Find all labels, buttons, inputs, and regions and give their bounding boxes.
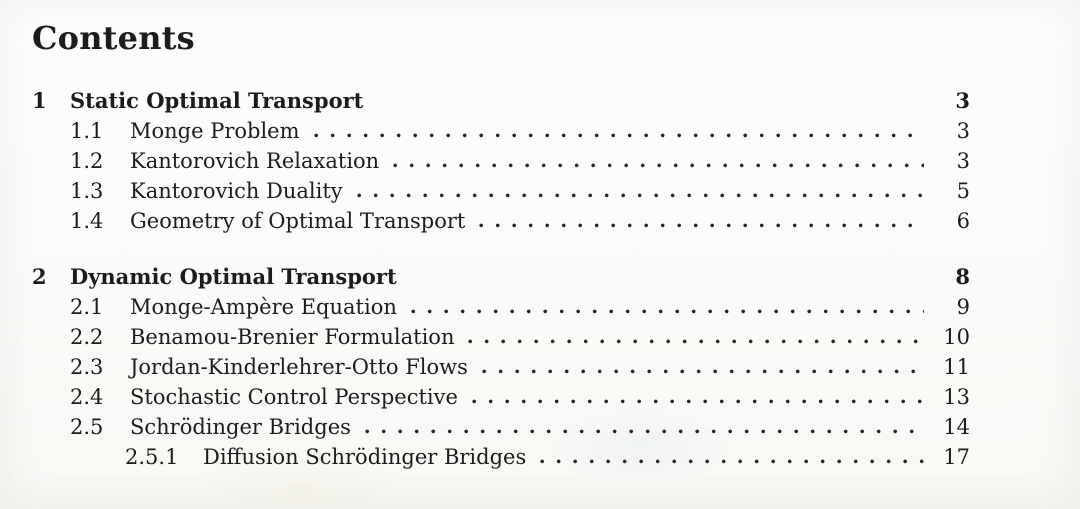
toc-entry-page: 10 (943, 324, 970, 349)
toc-entry-page: 3 (955, 87, 970, 113)
toc-entry-number: 1.4 (70, 208, 104, 233)
dot-leader (540, 459, 924, 464)
table-of-contents (32, 86, 970, 472)
toc-entry-page: 17 (943, 444, 970, 469)
toc-entry-number: 1.2 (70, 148, 104, 173)
toc-entry-title: Kantorovich Relaxation (130, 148, 380, 173)
toc-entry-2-5[interactable] (32, 412, 970, 442)
toc-entry-2-3[interactable] (32, 352, 970, 382)
toc-entry-1-2[interactable] (32, 146, 970, 176)
toc-entry-number: 2.1 (70, 294, 104, 319)
toc-entry-2-4[interactable] (32, 382, 970, 412)
contents-heading: Contents (32, 19, 195, 57)
toc-entry-1-4[interactable] (32, 206, 970, 236)
toc-entry-1-3[interactable] (32, 176, 970, 206)
toc-entry-title: Monge-Ampère Equation (130, 294, 397, 319)
toc-entry-number: 1.1 (70, 118, 104, 143)
dot-leader (468, 339, 924, 344)
toc-entry-number: 1.3 (70, 178, 104, 203)
toc-entry-page: 14 (943, 414, 970, 439)
toc-entry-title: Kantorovich Duality (130, 178, 343, 203)
toc-entry-page: 11 (943, 354, 970, 379)
toc-entry-2[interactable] (32, 262, 970, 292)
toc-entry-number: 2.3 (70, 354, 104, 379)
dot-leader (393, 163, 924, 168)
toc-entry-1-1[interactable] (32, 116, 970, 146)
toc-entry-page: 8 (955, 263, 970, 289)
dot-leader (365, 429, 924, 434)
dot-leader (411, 309, 924, 314)
toc-entry-page: 5 (956, 178, 970, 203)
toc-entry-2-2[interactable] (32, 322, 970, 352)
dot-leader (357, 193, 924, 198)
toc-entry-title: Jordan-Kinderlehrer-Otto Flows (130, 354, 468, 379)
toc-entry-number: 2 (32, 263, 47, 289)
toc-entry-title: Static Optimal Transport (70, 87, 364, 113)
toc-entry-page: 9 (956, 294, 970, 319)
toc-entry-title: Geometry of Optimal Transport (130, 208, 466, 233)
toc-entry-page: 6 (956, 208, 970, 233)
dot-leader (479, 223, 924, 228)
toc-entry-number: 1 (32, 87, 47, 113)
toc-entry-number: 2.4 (70, 384, 104, 409)
toc-entry-page: 13 (943, 384, 970, 409)
toc-entry-title: Stochastic Control Perspective (130, 384, 458, 409)
toc-entry-page: 3 (956, 148, 970, 173)
dot-leader (411, 279, 924, 284)
dot-leader (482, 369, 924, 374)
toc-entry-title: Diffusion Schrödinger Bridges (203, 444, 527, 469)
toc-entry-number: 2.5 (70, 414, 104, 439)
toc-entry-page: 3 (956, 118, 970, 143)
toc-entry-2-5-1[interactable] (32, 442, 970, 472)
dot-leader (377, 103, 924, 108)
toc-entry-title: Benamou-Brenier Formulation (130, 324, 455, 349)
dot-leader (472, 399, 924, 404)
toc-entry-title: Monge Problem (130, 118, 300, 143)
toc-entry-1[interactable] (32, 86, 970, 116)
toc-entry-number: 2.5.1 (125, 444, 179, 469)
toc-entry-title: Dynamic Optimal Transport (70, 263, 397, 289)
dot-leader (314, 133, 924, 138)
toc-entry-2-1[interactable] (32, 292, 970, 322)
toc-entry-number: 2.2 (70, 324, 104, 349)
toc-entry-title: Schrödinger Bridges (130, 414, 351, 439)
